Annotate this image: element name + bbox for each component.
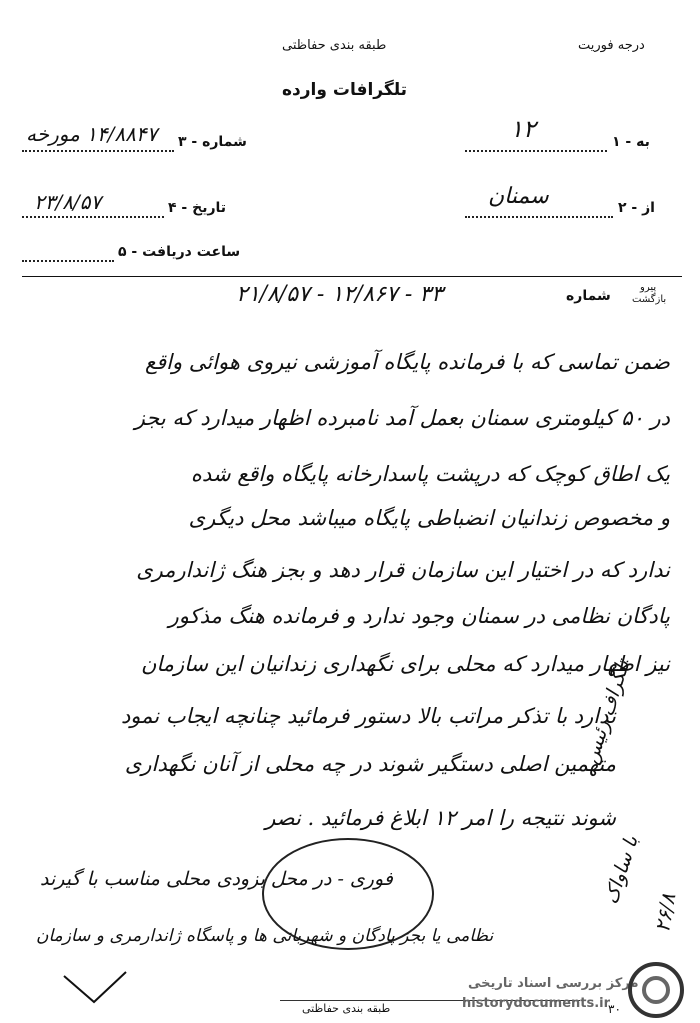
body-line: ندارد با تذکر مراتب بالا دستور فرمائید چنانچه ایجاب نمود	[120, 704, 616, 728]
date-value: ۲۳/۸/۵۷	[34, 190, 102, 214]
side-note-1: تلگراف رئیس	[580, 657, 635, 767]
date-label: ۴ - تاریخ	[168, 200, 227, 216]
classification-label: طبقه بندی حفاظتی	[282, 38, 387, 53]
watermark-org-text: مرکز بررسی اسناد تاریخی	[468, 976, 639, 991]
reference-number-label: شماره	[566, 288, 611, 304]
body-line: ضمن تماسی که با فرمانده پایگاه آموزشی نیروی هوائی واقع	[144, 350, 670, 374]
from-label: ۲ - از	[618, 200, 655, 216]
body-line: ندارد که در اختیار این سازمان قرار دهد و بجز هنگ ژاندارمری	[136, 558, 670, 582]
body-line: یک اطاق کوچک که درپشت پاسدارخانه پایگاه واقع شده	[190, 462, 670, 486]
reference-value: ۳۳ - ۱۲/۸۶۷ - ۲۱/۸/۵۷	[236, 282, 443, 307]
body-line: متهمین اصلی دستگیر شوند در چه محلی از آنان نگهداری	[124, 752, 616, 776]
reference-label-bottom: بازگشت	[632, 294, 667, 305]
note-line-2: نظامی یا بجز پادگان و شهربانی ها و پاسگاه ژاندارمری و سازمان	[36, 926, 494, 946]
check-mark-icon	[60, 966, 130, 1010]
receipt-dotted-line	[22, 260, 114, 262]
reference-label-top: پیرو	[640, 282, 657, 293]
header-divider	[22, 276, 682, 277]
to-value: ۱۲	[510, 115, 536, 143]
to-label: ۱ - به	[612, 134, 650, 150]
number-value: ۱۴/۸۸۴۷ مورخه	[26, 122, 158, 146]
body-line: شوند نتیجه را امر ۱۲ ابلاغ فرمائید . نصر	[265, 806, 616, 830]
number-dotted-line	[22, 150, 174, 152]
document-title: تلگرافات وارده	[282, 80, 408, 100]
watermark-site-text: historydocuments.ir	[462, 996, 611, 1011]
body-line: در ۵۰ کیلومتری سمنان بعمل آمد نامبرده اظهار میدارد که بجز	[134, 406, 670, 430]
side-note-3: ۲۶/۸	[650, 891, 681, 935]
from-dotted-line	[465, 216, 613, 218]
receipt-label: ۵ - ساعت دریافت	[118, 244, 241, 260]
to-dotted-line	[465, 150, 607, 152]
date-dotted-line	[22, 216, 164, 218]
watermark-logo-icon	[628, 962, 684, 1018]
body-line: و مخصوص زندانیان انضباطی پایگاه میباشد محل دیگری	[188, 506, 670, 530]
body-line: نیز اظهار میدارد که محلی برای نگهداری زندانیان این سازمان	[140, 652, 670, 676]
priority-label: درجه فوریت	[578, 38, 645, 53]
from-value: سمنان	[488, 184, 549, 209]
number-label: ۳ - شماره	[178, 134, 247, 150]
body-line: پادگان نظامی در سمنان وجود ندارد و فرمانده هنگ مذکور	[168, 604, 670, 628]
footer-number: ۳۰	[608, 1002, 621, 1016]
side-note-2: با ساواک	[600, 833, 643, 907]
note-line-1: فوری - در محل بزودی محلی مناسب با گیرند	[40, 868, 393, 890]
footer-classification: طبقه بندی حفاظتی	[302, 1002, 391, 1015]
